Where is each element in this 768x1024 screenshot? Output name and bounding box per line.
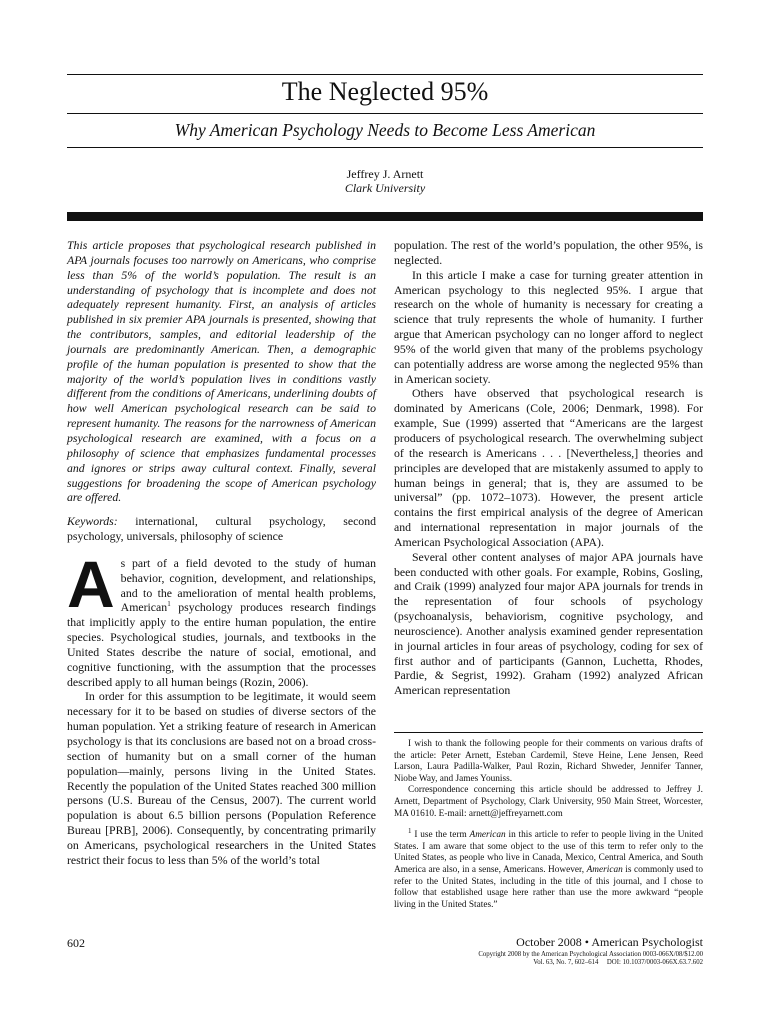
article-subtitle: Why American Psychology Needs to Become Less American [174,120,596,140]
abstract: This article proposes that psychological research published in APA journals focuses too narrowly on Americans, who comprise less than 5% of the world’s population. The result is an understanding of psychology that is incomplete and does not adequately represent humanity. First, an analysis of articles published in six premier APA journals is presented, showing that the contributors, samples, and editorial leadership of the journals are predominantly American. Then, a demographic profile of the human population is presented to show that the majority of the world’s population lives in conditions vastly different from the conditions of Americans, underlining doubts of how well American psychological research can be said to represent humanity. The reasons for the narrowness of American psychological research are examined, with a focus on a philosophy of science that emphasizes fundamental processes and ignores or strips away cultural context. Finally, several suggestions for broadening the scope of American psychology are offered. [67,238,376,505]
left-column [67,238,376,868]
copyright-block [478,951,703,967]
body-paragraph-2-continued: population. The rest of the world’s population, the other 95%, is neglected. [394,238,703,267]
body-text: s part of a field devoted to the study of human behavior, cognition, development, and relationships, and to the amelioration of mental health problems, American [120,555,376,615]
footnote-term: American [469,830,506,841]
drop-cap: A [67,546,115,621]
footnote-1 [394,827,703,911]
subtitle-rule [67,147,703,148]
article-title: The Neglected 95% [281,77,489,106]
keywords-label: Keywords: [67,514,118,529]
keywords-text: international, cultural psychology, second psychology, universals, philosophy of science [67,514,376,544]
journal-issue: October 2008 • American Psychologist [516,935,703,949]
author-affiliation: Clark University [344,181,426,195]
footnote-text: I use the term [411,830,470,841]
body-paragraph-3: In this article I make a case for turning greater attention in American psychology to this neglected 95%. I argue that research on the whole of humanity is necessary for creating a science that truly represents the whole of humanity. I further argue that American psychology can no longer afford to neglect 95% of the world given that many of the problems psychology can potentially address are worse among the neglected 95% than in American society. [394,267,703,386]
footnote-marker[interactable]: 1 [167,600,171,609]
author-name: Jeffrey J. Arnett [346,167,424,181]
top-rule [67,74,703,75]
volume-doi-line: Vol. 63, No. 7, 602–614 DOI: 10.1037/0003-066X.63.7.602 [533,959,703,966]
footnote-rule [394,732,703,733]
footnote-text: is commonly used to refer to the United States, including in the title of this journal, and I chose to follow that established usage here rather than use the more awkward “people living in the United States.” [394,864,703,910]
page-number: 602 [67,936,85,950]
body-paragraph-2: In order for this assumption to be legitimate, it would seem necessary for it to be based on studies of diverse sectors of the human population. Yet a striking feature of research in American psychology is that its conclusions are based not on a broad cross-section of humanity but on a small corner of the human population—mainly, persons living in the United States. Recently the population of the United States reached 300 million persons (U.S. Bureau of the Census, 2007). The current world population is about 6.5 billion persons (Population Reference Bureau [PRB], 2006). Consequently, by concentrating primarily on Americans, psychological researchers in the United States restrict their focus to less than 5% of the world’s total [67,689,376,867]
footnote-1-marker: 1 [408,827,412,836]
copyright-line: Copyright 2008 by the American Psychological Association 0003-066X/08/$12.00 [478,951,703,958]
body-paragraph-5: Several other content analyses of major APA journals have been conducted with other goals. For example, Robins, Gosling, and Craik (1999) analyzed four major APA journals for trends in the representation of four schools of psychology (psychoanalysis, behaviorism, cognitive psychology, and neuroscience). Another analysis examined gender representation in journal articles in four areas of psychology, coding for sex of first author and of participants (Gannon, Luchetta, Rhodes, Pardie, & Segrist, 1992). Graham (1992) analyzed African American representation [394,549,703,698]
body-paragraph-4: Others have observed that psychological research is dominated by Americans (Cole, 2006; Denmark, 1998). For example, Sue (1999) asserted that “Americans are the largest producers of psychological research. The overwhelming subject of the research is Americans . . . [Nevertheless,] theories and principles are developed that are mistakenly assumed to apply to human beings in general; that is, they are assumed to be universal” (pp. 1072–1073). However, the present article contains the first empirical analysis of the degree of American and international representation in major journals of the American Psychological Association (APA). [394,386,703,549]
thick-divider [67,212,703,221]
right-column [394,238,703,698]
body-text: psychology produces research findings that implicitly apply to the entire human population, the entire species. Psychological studies, journals, and textbooks in the United States describe the nature of social, emotional, and cognitive functioning, with the assumption that the processes described apply to all human beings (Rozin, 2006). [67,600,376,689]
keywords [67,514,376,544]
footnote-text: in this article to refer to people living in the United States. I am aware that some object to the use of this term to refer only to the United States, as people who live in Canada, Mexico, Central America, and South America are also, in a sense, Americans. However, [394,830,703,875]
body-paragraph-1 [67,546,376,690]
footnote-term: American [586,864,623,875]
correspondence: Correspondence concerning this article should be addressed to Jeffrey J. Arnett, Department of Psychology, Clark University, 950 Main Street, Worcester, MA 01610. E-mail: arnett@jeffreyarnett.com [394,785,703,819]
title-rule [67,113,703,114]
footnotes [394,739,703,911]
acknowledgments: I wish to thank the following people for their comments on various drafts of the article: Peter Arnett, Esteban Cardemil, Steve Heine, Lene Jensen, Reed Larson, Laura Padilla-Walker, Paul Rozin, Richard Shweder, Jennifer Tanner, Niobe Way, and James Youniss. [394,739,703,784]
